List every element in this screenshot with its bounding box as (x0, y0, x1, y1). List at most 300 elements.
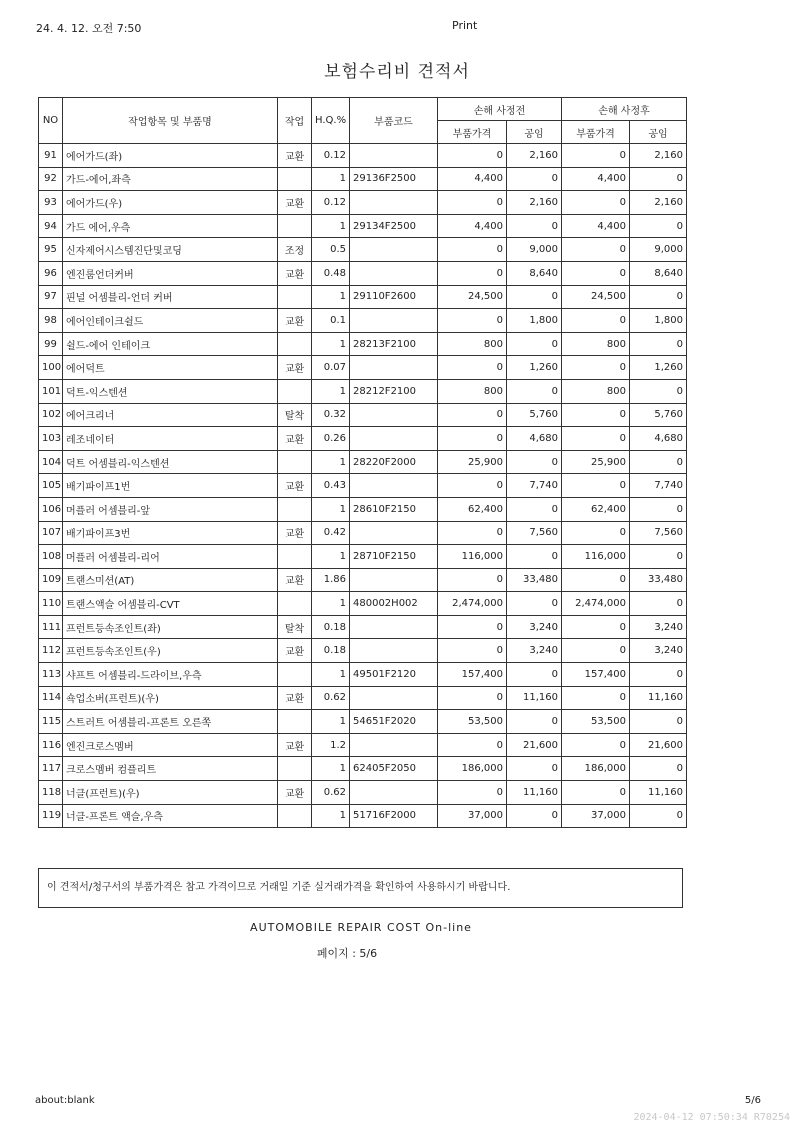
col-header-labor-after: 공임 (630, 121, 687, 144)
cell-item-name: 샤프트 어셈블리-드라이브,우측 (63, 663, 278, 687)
cell-hq: 1 (312, 592, 350, 616)
cell-item-name: 너클(프런트)(우) (63, 781, 278, 805)
cell-item-name: 가드-에어,좌측 (63, 167, 278, 191)
table-row (39, 144, 687, 168)
cell-hq: 1 (312, 757, 350, 781)
table-row (39, 261, 687, 285)
cell-item-name: 프런트등속조인트(우) (63, 639, 278, 663)
footer-page-number: 페이지 : 5/6 (316, 947, 378, 960)
cell-work-type (278, 545, 312, 569)
print-timestamp: 2024-04-12 07:50:34 R70254 (633, 1112, 790, 1123)
cell-no: 114 (39, 686, 63, 710)
cell-part-code: 480002H002 (350, 592, 438, 616)
cell-labor-after: 0 (630, 710, 687, 734)
cell-labor-before: 1,800 (507, 309, 562, 333)
cell-part-price-before: 25,900 (438, 450, 507, 474)
cell-hq: 0.18 (312, 639, 350, 663)
cell-work-type: 교환 (278, 474, 312, 498)
cell-item-name: 덕트-익스텐션 (63, 379, 278, 403)
cell-hq: 0.26 (312, 427, 350, 451)
table-row (39, 757, 687, 781)
cell-hq: 1 (312, 167, 350, 191)
cell-work-type (278, 450, 312, 474)
cell-part-price-after: 53,500 (562, 710, 630, 734)
cell-part-code (350, 144, 438, 168)
cell-part-code: 28610F2150 (350, 497, 438, 521)
cell-work-type (278, 332, 312, 356)
table-row (39, 733, 687, 757)
cell-labor-after: 3,240 (630, 615, 687, 639)
cell-labor-after: 0 (630, 804, 687, 828)
print-date-time: 24. 4. 12. 오전 7:50 (36, 22, 142, 35)
table-row (39, 615, 687, 639)
table-row (39, 545, 687, 569)
col-header-part-price-before: 부품가격 (438, 121, 507, 144)
cell-labor-before: 0 (507, 379, 562, 403)
cell-part-price-before: 0 (438, 403, 507, 427)
cell-labor-before: 21,600 (507, 733, 562, 757)
cell-part-price-after: 37,000 (562, 804, 630, 828)
table-row (39, 497, 687, 521)
col-header-code: 부품코드 (350, 98, 438, 144)
cell-hq: 0.5 (312, 238, 350, 262)
cell-part-price-before: 157,400 (438, 663, 507, 687)
cell-part-price-after: 25,900 (562, 450, 630, 474)
cell-no: 117 (39, 757, 63, 781)
cell-hq: 1 (312, 379, 350, 403)
cell-work-type (278, 497, 312, 521)
cell-part-price-before: 0 (438, 356, 507, 380)
cell-labor-after: 0 (630, 757, 687, 781)
cell-part-price-after: 62,400 (562, 497, 630, 521)
cell-item-name: 너클-프론트 액슬,우측 (63, 804, 278, 828)
cell-part-price-after: 0 (562, 781, 630, 805)
estimate-body (39, 144, 687, 828)
cell-part-code (350, 403, 438, 427)
cell-part-price-after: 0 (562, 238, 630, 262)
table-row (39, 639, 687, 663)
table-row (39, 592, 687, 616)
cell-hq: 0.12 (312, 191, 350, 215)
cell-part-price-before: 116,000 (438, 545, 507, 569)
cell-no: 99 (39, 332, 63, 356)
cell-item-name: 가드 에어,우측 (63, 214, 278, 238)
cell-part-code (350, 356, 438, 380)
cell-hq: 1 (312, 450, 350, 474)
cell-part-code (350, 568, 438, 592)
cell-work-type: 교환 (278, 521, 312, 545)
cell-part-price-after: 24,500 (562, 285, 630, 309)
cell-hq: 1 (312, 663, 350, 687)
cell-no: 112 (39, 639, 63, 663)
cell-hq: 0.12 (312, 144, 350, 168)
cell-part-price-before: 0 (438, 733, 507, 757)
cell-labor-after: 4,680 (630, 427, 687, 451)
cell-part-code (350, 191, 438, 215)
cell-item-name: 핀널 어셈블리-언더 커버 (63, 285, 278, 309)
cell-work-type (278, 804, 312, 828)
cell-hq: 1.86 (312, 568, 350, 592)
cell-no: 100 (39, 356, 63, 380)
cell-hq: 0.42 (312, 521, 350, 545)
table-row (39, 450, 687, 474)
footer-brand: AUTOMOBILE REPAIR COST On-line (250, 921, 472, 934)
cell-no: 119 (39, 804, 63, 828)
cell-labor-after: 0 (630, 592, 687, 616)
cell-labor-before: 0 (507, 804, 562, 828)
col-header-no: NO (39, 98, 63, 144)
table-row (39, 332, 687, 356)
cell-labor-before: 2,160 (507, 191, 562, 215)
cell-labor-after: 0 (630, 450, 687, 474)
cell-item-name: 배기파이프1번 (63, 474, 278, 498)
cell-item-name: 에어가드(우) (63, 191, 278, 215)
cell-part-code (350, 521, 438, 545)
col-header-item: 작업항목 및 부품명 (63, 98, 278, 144)
cell-hq: 1 (312, 545, 350, 569)
cell-labor-before: 11,160 (507, 686, 562, 710)
cell-part-code (350, 639, 438, 663)
cell-labor-before: 0 (507, 663, 562, 687)
cell-part-price-before: 0 (438, 191, 507, 215)
cell-item-name: 신자제어시스템진단및코딩 (63, 238, 278, 262)
cell-labor-before: 7,560 (507, 521, 562, 545)
cell-part-price-before: 0 (438, 427, 507, 451)
cell-part-code (350, 686, 438, 710)
cell-part-price-before: 0 (438, 238, 507, 262)
cell-labor-before: 0 (507, 214, 562, 238)
cell-part-price-before: 800 (438, 379, 507, 403)
cell-no: 91 (39, 144, 63, 168)
cell-labor-after: 3,240 (630, 639, 687, 663)
cell-item-name: 머플러 어셈블리-앞 (63, 497, 278, 521)
cell-item-name: 쉴드-에어 인테이크 (63, 332, 278, 356)
cell-labor-after: 0 (630, 332, 687, 356)
cell-part-price-after: 0 (562, 686, 630, 710)
cell-hq: 1 (312, 214, 350, 238)
cell-no: 101 (39, 379, 63, 403)
cell-part-price-after: 0 (562, 639, 630, 663)
col-header-after: 손해 사정후 (562, 98, 687, 121)
table-row (39, 238, 687, 262)
cell-part-price-after: 0 (562, 733, 630, 757)
table-row (39, 356, 687, 380)
cell-work-type (278, 592, 312, 616)
cell-part-price-after: 0 (562, 474, 630, 498)
print-url: about:blank (35, 1095, 95, 1106)
cell-labor-after: 21,600 (630, 733, 687, 757)
cell-hq: 0.07 (312, 356, 350, 380)
estimate-table (38, 97, 687, 828)
cell-labor-before: 0 (507, 592, 562, 616)
cell-part-price-before: 4,400 (438, 214, 507, 238)
cell-labor-before: 0 (507, 450, 562, 474)
table-row (39, 214, 687, 238)
cell-work-type: 교환 (278, 639, 312, 663)
cell-labor-before: 0 (507, 710, 562, 734)
col-header-work: 작업 (278, 98, 312, 144)
cell-no: 118 (39, 781, 63, 805)
cell-hq: 0.43 (312, 474, 350, 498)
cell-work-type: 탈착 (278, 615, 312, 639)
cell-part-price-after: 0 (562, 191, 630, 215)
table-row (39, 663, 687, 687)
cell-labor-after: 0 (630, 545, 687, 569)
cell-part-code: 28710F2150 (350, 545, 438, 569)
cell-no: 113 (39, 663, 63, 687)
cell-work-type (278, 214, 312, 238)
table-row (39, 804, 687, 828)
cell-part-price-before: 0 (438, 686, 507, 710)
cell-labor-after: 5,760 (630, 403, 687, 427)
col-header-hq: H.Q.% (312, 98, 350, 144)
cell-part-code (350, 733, 438, 757)
cell-part-code: 28220F2000 (350, 450, 438, 474)
cell-part-price-after: 0 (562, 427, 630, 451)
cell-part-price-before: 186,000 (438, 757, 507, 781)
cell-item-name: 트랜스액슬 어셈블리-CVT (63, 592, 278, 616)
cell-no: 109 (39, 568, 63, 592)
cell-work-type (278, 167, 312, 191)
cell-part-price-after: 0 (562, 403, 630, 427)
cell-item-name: 배기파이프3번 (63, 521, 278, 545)
cell-no: 103 (39, 427, 63, 451)
cell-labor-before: 0 (507, 332, 562, 356)
table-row (39, 521, 687, 545)
price-notice: 이 견적서/청구서의 부품가격은 참고 가격이므로 거래일 기준 실거래가격을 확인하여 사용하시기 바랍니다. (38, 868, 683, 908)
cell-hq: 0.18 (312, 615, 350, 639)
cell-no: 115 (39, 710, 63, 734)
cell-labor-after: 0 (630, 214, 687, 238)
cell-labor-after: 1,800 (630, 309, 687, 333)
cell-labor-after: 0 (630, 167, 687, 191)
cell-labor-before: 8,640 (507, 261, 562, 285)
cell-item-name: 쇽업소버(프런트)(우) (63, 686, 278, 710)
cell-item-name: 에어가드(좌) (63, 144, 278, 168)
cell-item-name: 크로스멤버 컴플리트 (63, 757, 278, 781)
cell-part-code (350, 781, 438, 805)
cell-labor-after: 2,160 (630, 191, 687, 215)
cell-work-type (278, 285, 312, 309)
cell-no: 116 (39, 733, 63, 757)
print-page-title: Print (452, 19, 478, 32)
cell-hq: 0.32 (312, 403, 350, 427)
cell-labor-after: 2,160 (630, 144, 687, 168)
cell-no: 110 (39, 592, 63, 616)
cell-item-name: 에어인테이크쉴드 (63, 309, 278, 333)
cell-no: 104 (39, 450, 63, 474)
cell-hq: 0.62 (312, 781, 350, 805)
cell-work-type: 조정 (278, 238, 312, 262)
cell-part-price-after: 0 (562, 261, 630, 285)
cell-part-price-after: 2,474,000 (562, 592, 630, 616)
cell-no: 92 (39, 167, 63, 191)
table-row (39, 167, 687, 191)
cell-part-price-before: 53,500 (438, 710, 507, 734)
cell-labor-before: 0 (507, 167, 562, 191)
cell-work-type (278, 757, 312, 781)
cell-item-name: 에어덕트 (63, 356, 278, 380)
cell-part-price-before: 0 (438, 615, 507, 639)
cell-hq: 0.1 (312, 309, 350, 333)
cell-part-price-after: 0 (562, 309, 630, 333)
cell-part-price-before: 0 (438, 474, 507, 498)
cell-labor-after: 0 (630, 379, 687, 403)
cell-item-name: 에어크리너 (63, 403, 278, 427)
cell-labor-after: 11,160 (630, 781, 687, 805)
cell-part-price-after: 4,400 (562, 214, 630, 238)
cell-labor-before: 11,160 (507, 781, 562, 805)
cell-part-price-before: 800 (438, 332, 507, 356)
table-row (39, 191, 687, 215)
cell-work-type: 교환 (278, 781, 312, 805)
cell-part-price-after: 0 (562, 568, 630, 592)
table-row (39, 379, 687, 403)
cell-part-price-before: 0 (438, 781, 507, 805)
table-row (39, 309, 687, 333)
cell-work-type: 교환 (278, 309, 312, 333)
cell-item-name: 엔진크로스멤버 (63, 733, 278, 757)
col-header-before: 손해 사정전 (438, 98, 562, 121)
cell-labor-after: 33,480 (630, 568, 687, 592)
cell-part-code (350, 474, 438, 498)
cell-part-price-before: 24,500 (438, 285, 507, 309)
table-row (39, 710, 687, 734)
cell-part-price-after: 4,400 (562, 167, 630, 191)
cell-item-name: 스트러트 어셈블리-프론트 오른쪽 (63, 710, 278, 734)
cell-work-type: 교환 (278, 568, 312, 592)
table-row (39, 285, 687, 309)
cell-item-name: 엔진룸언더커버 (63, 261, 278, 285)
cell-part-price-before: 2,474,000 (438, 592, 507, 616)
header-row-top (39, 98, 687, 121)
document-title: 보험수리비 견적서 (324, 62, 470, 82)
table-row (39, 568, 687, 592)
cell-work-type (278, 663, 312, 687)
cell-part-code: 28212F2100 (350, 379, 438, 403)
cell-hq: 0.62 (312, 686, 350, 710)
cell-work-type (278, 710, 312, 734)
cell-no: 105 (39, 474, 63, 498)
cell-item-name: 머플러 어셈블리-리어 (63, 545, 278, 569)
cell-work-type: 교환 (278, 356, 312, 380)
cell-labor-after: 0 (630, 497, 687, 521)
cell-part-price-after: 800 (562, 332, 630, 356)
cell-labor-after: 1,260 (630, 356, 687, 380)
cell-no: 106 (39, 497, 63, 521)
cell-no: 107 (39, 521, 63, 545)
cell-no: 94 (39, 214, 63, 238)
table-row (39, 686, 687, 710)
cell-part-code: 29136F2500 (350, 167, 438, 191)
cell-part-price-after: 116,000 (562, 545, 630, 569)
cell-part-code (350, 309, 438, 333)
cell-no: 96 (39, 261, 63, 285)
cell-labor-before: 3,240 (507, 639, 562, 663)
cell-work-type: 교환 (278, 686, 312, 710)
cell-labor-after: 11,160 (630, 686, 687, 710)
cell-part-price-after: 800 (562, 379, 630, 403)
cell-no: 108 (39, 545, 63, 569)
cell-part-code: 29134F2500 (350, 214, 438, 238)
cell-labor-after: 0 (630, 663, 687, 687)
col-header-part-price-after: 부품가격 (562, 121, 630, 144)
col-header-labor-before: 공임 (507, 121, 562, 144)
cell-hq: 0.48 (312, 261, 350, 285)
cell-part-price-before: 0 (438, 568, 507, 592)
cell-hq: 1 (312, 332, 350, 356)
cell-item-name: 프런트등속조인트(좌) (63, 615, 278, 639)
cell-part-price-after: 0 (562, 615, 630, 639)
cell-no: 102 (39, 403, 63, 427)
cell-hq: 1 (312, 285, 350, 309)
cell-work-type: 교환 (278, 733, 312, 757)
cell-item-name: 덕트 어셈블리-익스텐션 (63, 450, 278, 474)
cell-part-price-before: 0 (438, 261, 507, 285)
cell-part-price-before: 0 (438, 309, 507, 333)
cell-labor-before: 7,740 (507, 474, 562, 498)
cell-labor-before: 0 (507, 497, 562, 521)
cell-part-code (350, 615, 438, 639)
cell-labor-before: 5,760 (507, 403, 562, 427)
cell-part-code: 62405F2050 (350, 757, 438, 781)
cell-part-code: 49501F2120 (350, 663, 438, 687)
cell-labor-after: 7,560 (630, 521, 687, 545)
cell-work-type: 탈착 (278, 403, 312, 427)
cell-part-code: 29110F2600 (350, 285, 438, 309)
cell-labor-before: 1,260 (507, 356, 562, 380)
cell-labor-before: 2,160 (507, 144, 562, 168)
cell-part-price-before: 62,400 (438, 497, 507, 521)
cell-part-price-before: 4,400 (438, 167, 507, 191)
cell-part-price-after: 0 (562, 144, 630, 168)
cell-no: 111 (39, 615, 63, 639)
print-page-count: 5/6 (744, 1095, 761, 1106)
cell-labor-before: 0 (507, 545, 562, 569)
cell-work-type: 교환 (278, 191, 312, 215)
cell-labor-before: 33,480 (507, 568, 562, 592)
cell-labor-before: 0 (507, 285, 562, 309)
cell-part-price-before: 37,000 (438, 804, 507, 828)
cell-part-price-after: 157,400 (562, 663, 630, 687)
cell-work-type: 교환 (278, 144, 312, 168)
cell-work-type (278, 379, 312, 403)
cell-part-price-before: 0 (438, 639, 507, 663)
cell-work-type: 교환 (278, 261, 312, 285)
cell-item-name: 레조네이터 (63, 427, 278, 451)
cell-hq: 1 (312, 710, 350, 734)
table-row (39, 474, 687, 498)
cell-hq: 1 (312, 497, 350, 521)
cell-part-code: 51716F2000 (350, 804, 438, 828)
cell-labor-after: 0 (630, 285, 687, 309)
cell-part-price-before: 0 (438, 521, 507, 545)
cell-no: 98 (39, 309, 63, 333)
cell-part-code: 54651F2020 (350, 710, 438, 734)
cell-hq: 1.2 (312, 733, 350, 757)
table-row (39, 403, 687, 427)
cell-work-type: 교환 (278, 427, 312, 451)
cell-labor-after: 8,640 (630, 261, 687, 285)
cell-no: 93 (39, 191, 63, 215)
cell-part-code (350, 261, 438, 285)
cell-no: 95 (39, 238, 63, 262)
cell-item-name: 트랜스미션(AT) (63, 568, 278, 592)
cell-part-price-after: 186,000 (562, 757, 630, 781)
table-row (39, 427, 687, 451)
cell-part-code (350, 427, 438, 451)
cell-part-price-after: 0 (562, 356, 630, 380)
